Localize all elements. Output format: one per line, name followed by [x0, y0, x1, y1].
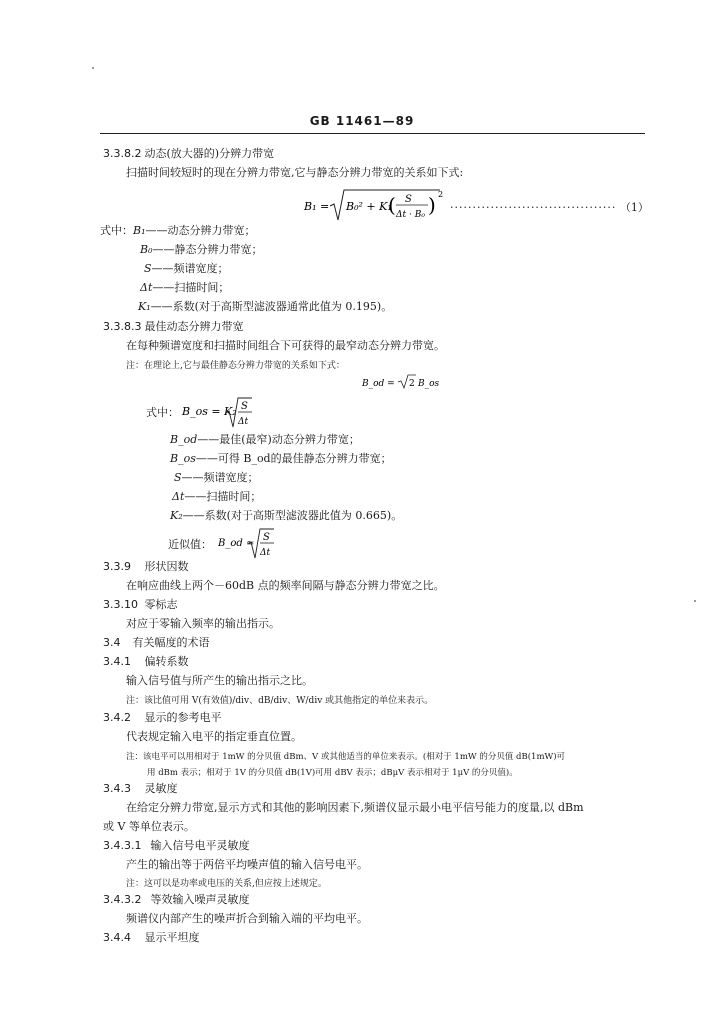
section-heading-3-4-3-1	[103, 839, 250, 853]
paragraph: 代表规定输入电平的指定垂直位置。	[126, 730, 302, 743]
definition-row	[140, 281, 229, 295]
eq1-paren-left: (	[388, 193, 396, 217]
definition-symbol: Δt	[140, 281, 153, 294]
section-title: 显示平坦度	[144, 931, 200, 944]
eq1-numerator: S	[405, 194, 412, 205]
section-number: 3.4.1	[103, 655, 131, 668]
paragraph: 扫描时间较短时的现在分辨力带宽,它与静态分辨力带宽的关系如下式:	[126, 166, 464, 179]
definition-text: ——可得 B_od的最佳静态分辨力带宽；	[195, 452, 392, 465]
section-number: 3.4.3.1	[103, 839, 142, 852]
definition-text: ——系数(对于高斯型滤波器此值为 0.665)。	[182, 509, 403, 522]
eq-approx-numerator: S	[263, 532, 270, 543]
definition-text: ——扫描时间；	[184, 490, 262, 503]
definition-text: ——频谱宽度；	[181, 471, 259, 484]
page-header-standard-code: GB 11461—89	[309, 114, 415, 128]
equation-od-os-relation	[360, 372, 450, 392]
scan-speck	[92, 67, 94, 69]
note: 注：该电平可以用相对于 1mW 的分贝值 dBm、V 或其他适当的单位来表示。(相对于 1mW 的分贝值 dB(1mW)可	[126, 752, 566, 762]
definition-symbol: B₀	[140, 243, 153, 256]
section-title: 动态(放大器的)分辨力带宽	[144, 147, 275, 160]
section-number: 3.4.2	[103, 711, 131, 724]
definition-text: ——频谱宽度；	[151, 262, 229, 275]
definition-text: ——扫描时间；	[152, 281, 230, 294]
section-number: 3.4.3	[103, 782, 131, 795]
definition-symbol: Δt	[172, 490, 185, 503]
eq-os-numerator: S	[241, 401, 248, 412]
equation-approximation	[218, 526, 278, 562]
definition-row	[170, 452, 392, 466]
section-number: 3.3.8.2	[103, 147, 142, 160]
section-heading-3-3-8-3	[103, 320, 244, 334]
definition-text: ——系数(对于高斯型滤波器通常此值为 0.195)。	[150, 300, 393, 313]
section-title: 最佳动态分辨力带宽	[144, 320, 244, 333]
paragraph: 在响应曲线上两个－60dB 点的频率间隔与静态分辨力带宽之比。	[126, 579, 445, 592]
paragraph: 在给定分辨力带宽,显示方式和其他的影响因素下,频谱仪显示最小电平信号能力的度量,以 dBm	[126, 801, 584, 814]
eq-os-denominator: Δt	[238, 417, 249, 427]
eq-approx-lhs: B_od ≃	[218, 538, 255, 549]
definition-row	[170, 509, 402, 523]
definition-row	[174, 471, 259, 485]
definition-symbol: S	[144, 262, 152, 275]
definition-text: ——最佳(最窄)动态分辨力带宽；	[197, 433, 360, 446]
where-label-3-3-8-3: 式中：	[146, 406, 179, 419]
where-label: 式中：	[100, 224, 133, 237]
note: 注：在理论上,它与最佳静态分辨力带宽的关系如下式：	[126, 361, 345, 371]
eq1-exponent: 2	[438, 190, 444, 199]
definition-text: ——静态分辨力带宽；	[152, 243, 263, 256]
definition-symbol: K₂	[170, 509, 183, 522]
eq-approx-denominator: Δt	[260, 548, 271, 558]
section-number: 3.4	[103, 636, 121, 649]
definition-symbol: B_os	[170, 452, 196, 465]
leader-dots: ·····································	[450, 201, 617, 214]
section-heading-3-4-3-2	[103, 893, 250, 907]
note: 注：该比值可用 V(有效值)/div、dB/div、W/div 或其他指定的单位来表示。	[126, 696, 434, 706]
header-rule	[100, 133, 645, 134]
section-heading-3-4-2	[103, 711, 222, 725]
eq-radicand: 2	[409, 379, 415, 389]
section-title: 零标志	[144, 598, 178, 611]
paragraph: 产生的输出等于两倍平均噪声值的输入信号电平。	[126, 858, 368, 871]
eq1-term-a: B₀² + K₁	[346, 200, 392, 213]
definition-symbol: S	[174, 471, 182, 484]
eq-lhs: B_od =	[362, 379, 395, 389]
section-title: 形状因数	[144, 560, 189, 573]
section-title: 偏转系数	[144, 655, 189, 668]
section-number: 3.3.10	[103, 598, 138, 611]
definition-row	[100, 224, 256, 238]
paragraph: 输入信号值与所产生的输出指示之比。	[126, 674, 313, 687]
eq1-lhs: B₁ =	[304, 200, 330, 213]
eq1-paren-right: )	[428, 193, 436, 217]
approx-label: 近似值：	[168, 538, 212, 551]
section-title: 等效输入噪声灵敏度	[150, 893, 250, 906]
section-heading-3-4-4	[103, 931, 200, 945]
section-heading-3-3-9	[103, 560, 189, 574]
note-continuation: 用 dBm 表示；相对于 1V 的分贝值 dB(1V)可用 dBV 表示；dBμV 表示相对于 1μV 的分贝值)。	[147, 768, 518, 778]
scan-speck	[694, 600, 696, 602]
paragraph: 频谱仪内部产生的噪声折合到输入端的平均电平。	[126, 912, 368, 925]
definition-symbol: B₁	[133, 224, 146, 237]
section-heading-3-3-10	[103, 598, 178, 612]
equation-1-dynamic-resolution	[300, 186, 450, 226]
section-title: 有关幅度的术语	[132, 636, 210, 649]
definition-row	[138, 300, 392, 314]
section-number: 3.3.8.3	[103, 320, 142, 333]
definition-symbol: K₁	[138, 300, 151, 313]
equation-os-definition	[180, 395, 260, 431]
note: 注：这可以是功率或电压的关系,但应按上述规定。	[126, 879, 327, 889]
section-title: 灵敏度	[144, 782, 178, 795]
eq1-denominator: Δt · B₀	[396, 210, 425, 220]
definition-row	[172, 490, 261, 504]
section-title: 显示的参考电平	[144, 711, 222, 724]
paragraph: 对应于零输入频率的输出指示。	[126, 617, 280, 630]
section-number: 3.4.4	[103, 931, 131, 944]
section-title: 输入信号电平灵敏度	[150, 839, 250, 852]
section-number: 3.3.9	[103, 560, 131, 573]
definition-row	[170, 433, 360, 447]
equation-number: （1）	[619, 201, 649, 214]
section-heading-3-4	[103, 636, 210, 650]
section-number: 3.4.3.2	[103, 893, 142, 906]
paragraph-continuation: 或 V 等单位表示。	[103, 820, 195, 833]
definition-symbol: B_od	[170, 433, 198, 446]
section-heading-3-3-8-2	[103, 147, 274, 161]
equation-1-leader	[450, 199, 649, 215]
section-heading-3-4-1	[103, 655, 189, 669]
eq-rhs: B_os	[418, 379, 440, 389]
paragraph: 在每种频谱宽度和扫描时间组合下可获得的最窄动态分辨力带宽。	[126, 339, 445, 352]
section-heading-3-4-3	[103, 782, 178, 796]
definition-row	[140, 243, 263, 257]
definition-text: ——动态分辨力带宽；	[145, 224, 256, 237]
definition-row	[144, 262, 229, 276]
eq-os-lhs: B_os = K₂	[182, 405, 237, 418]
